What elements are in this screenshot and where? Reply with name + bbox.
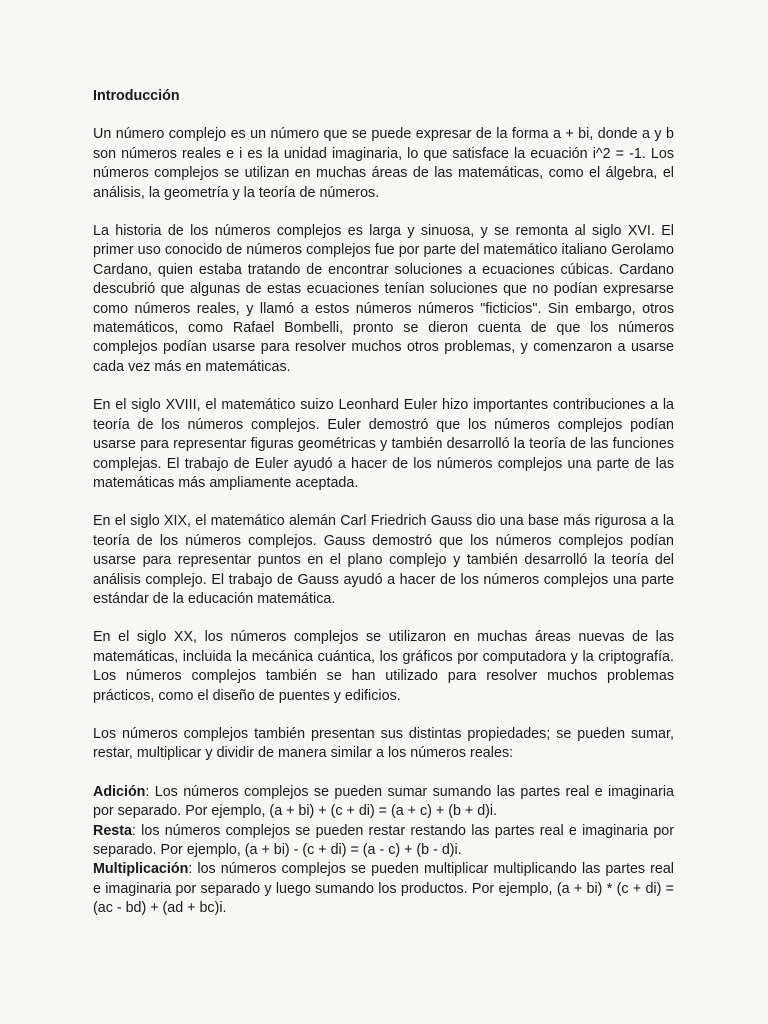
paragraph-properties: Los números complejos también presentan sus distintas propiedades; se pueden sumar, restar, multiplicar y dividir de manera similar a los números reales: bbox=[93, 725, 674, 762]
operation-multiplication bbox=[93, 860, 674, 918]
operation-description: : los números complejos se pueden restar restando las partes real e imaginaria por separado. Por ejemplo, (a + bi) - (c + di) = (a - c) + (b - d)i. bbox=[93, 822, 674, 858]
operation-description: : Los números complejos se pueden sumar sumando las partes real e imaginaria por separado. Por ejemplo, (a + bi) + (c + di) = (a + c) + (b + d)i. bbox=[93, 783, 674, 820]
operation-subtraction bbox=[93, 822, 674, 861]
paragraph-definition: Un número complejo es un número que se puede expresar de la forma a + bi, donde a y b son números reales e i es la unidad imaginaria, lo que satisface la ecuación i^2 = -1. Los números complejos se utilizan en muchas áreas de las matemáticas, como el álgebra, el análisis, la geometría y la teoría de números. bbox=[93, 126, 674, 201]
paragraph-twentieth-century: En el siglo XX, los números complejos se utilizaron en muchas áreas nuevas de las matemáticas, incluida la mecánica cuántica, los gráficos por computadora y la criptografía. Los números complejos también se han utilizado para resolver muchos problemas prácticos, como el diseño de puentes y edificios. bbox=[93, 629, 674, 704]
operation-description: : los números complejos se pueden multiplicar multiplicando las partes real e imaginaria por separado y luego sumando los productos. Por ejemplo, (a + bi) * (c + di) = (ac - bd) + (ad + bc)i. bbox=[93, 861, 674, 917]
operation-term: Resta bbox=[93, 822, 132, 839]
operation-term: Adición bbox=[93, 783, 146, 800]
paragraph-history: La historia de los números complejos es larga y sinuosa, y se remonta al siglo XVI. El primer uso conocido de números complejos fue por parte del matemático italiano Gerolamo Cardano, quien estaba tratando de encontrar soluciones a ecuaciones cúbicas. Cardano descubrió que algunas de estas ecuaciones tenían soluciones que no podían expresarse como números reales, y llamó a estos números números "ficticios". Sin embargo, otros matemáticos, como Rafael Bombelli, pronto se dieron cuenta de que los números complejos podían usarse para resolver muchos otros problemas, y comenzaron a usarse cada vez más en matemáticas. bbox=[93, 223, 674, 375]
paragraph-gauss: En el siglo XIX, el matemático alemán Carl Friedrich Gauss dio una base más rigurosa a la teoría de los números complejos. Gauss demostró que los números complejos podían usarse para representar puntos en el plano complejo y también desarrolló la teoría del análisis complejo. El trabajo de Gauss ayudó a hacer de los números complejos una parte estándar de la educación matemática. bbox=[93, 513, 674, 607]
paragraph-euler: En el siglo XVIII, el matemático suizo Leonhard Euler hizo importantes contribuciones a la teoría de los números complejos. Euler demostró que los números complejos podían usarse para representar figuras geométricas y también desarrolló la teoría de las funciones complejas. El trabajo de Euler ayudó a hacer de los números complejos una parte de las matemáticas más ampliamente aceptada. bbox=[93, 397, 674, 491]
operation-term: Multiplicación bbox=[93, 861, 189, 878]
section-heading: Introducción bbox=[93, 88, 180, 104]
operation-addition bbox=[93, 783, 674, 822]
